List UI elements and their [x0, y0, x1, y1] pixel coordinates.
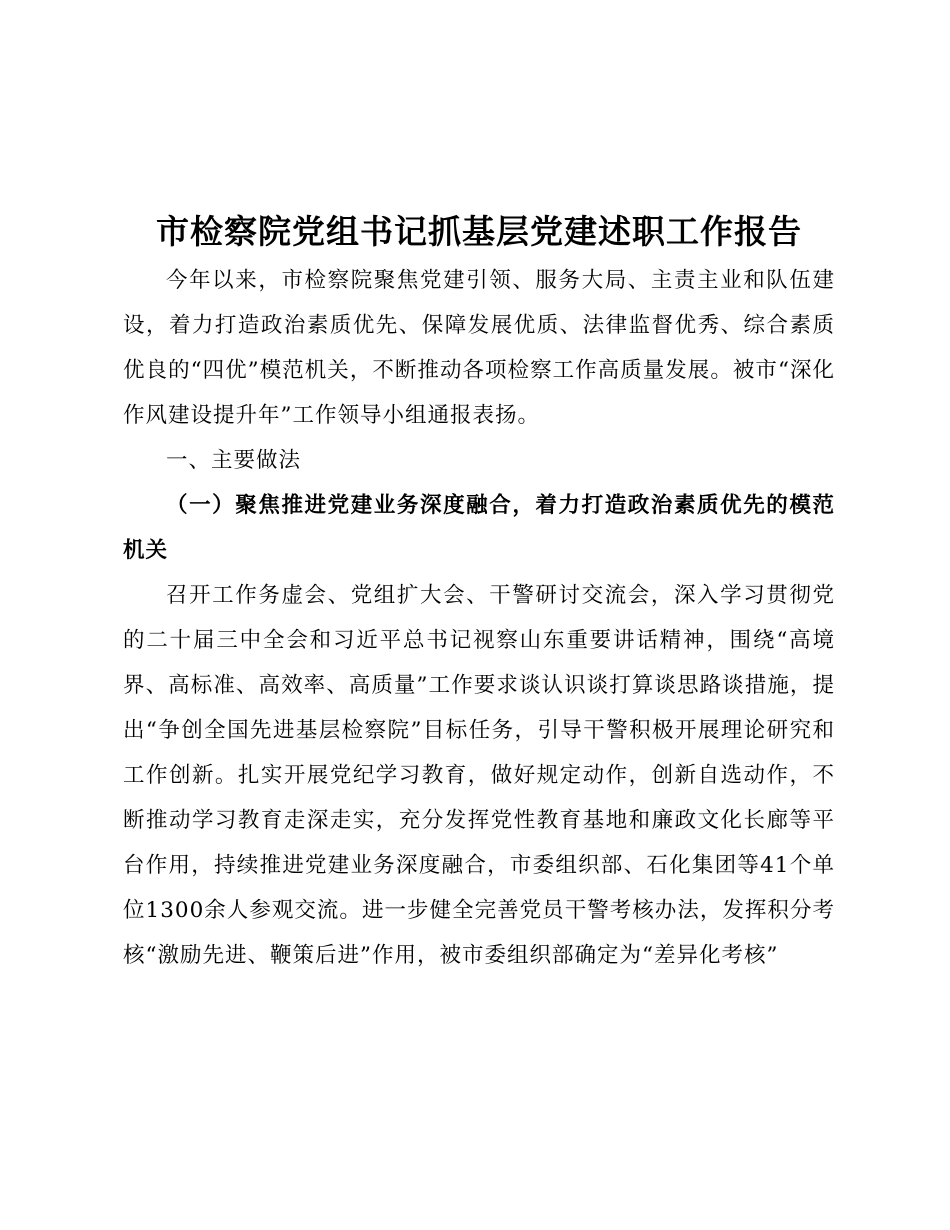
- document-body: [123, 206, 835, 978]
- body-paragraph: 召开工作务虚会、党组扩大会、干警研讨交流会，深入学习贯彻党的二十届三中全会和习近平总书记视察山东重要讲话精神，围绕“高境界、高标准、高效率、高质量”工作要求谈认识谈打算谈思路谈措施，提出“争创全国先进基层检察院”目标任务，引导干警积极开展理论研究和工作创新。扎实开展党纪学习教育，做好规定动作，创新自选动作，不断推动学习教育走深走实，充分发挥党性教育基地和廉政文化长廊等平台作用，持续推进党建业务深度融合，市委组织部、石化集团等41个单位1300余人参观交流。进一步健全完善党员干警考核办法，发挥积分考核“激励先进、鞭策后进”作用，被市委组织部确定为“差异化考核”: [123, 583, 835, 968]
- section-heading: 一、主要做法: [166, 448, 302, 473]
- intro-paragraph: 今年以来，市检察院聚焦党建引领、服务大局、主责主业和队伍建设，着力打造政治素质优先、保障发展优质、法律监督优秀、综合素质优良的“四优”模范机关，不断推动各项检察工作高质量发展。被市“深化作风建设提升年”工作领导小组通报表扬。: [123, 268, 835, 428]
- document-title: 市检察院党组书记抓基层党建述职工作报告: [156, 212, 802, 251]
- subsection-heading: （一）聚焦推进党建业务深度融合，着力打造政治素质优先的模范机关: [123, 493, 835, 563]
